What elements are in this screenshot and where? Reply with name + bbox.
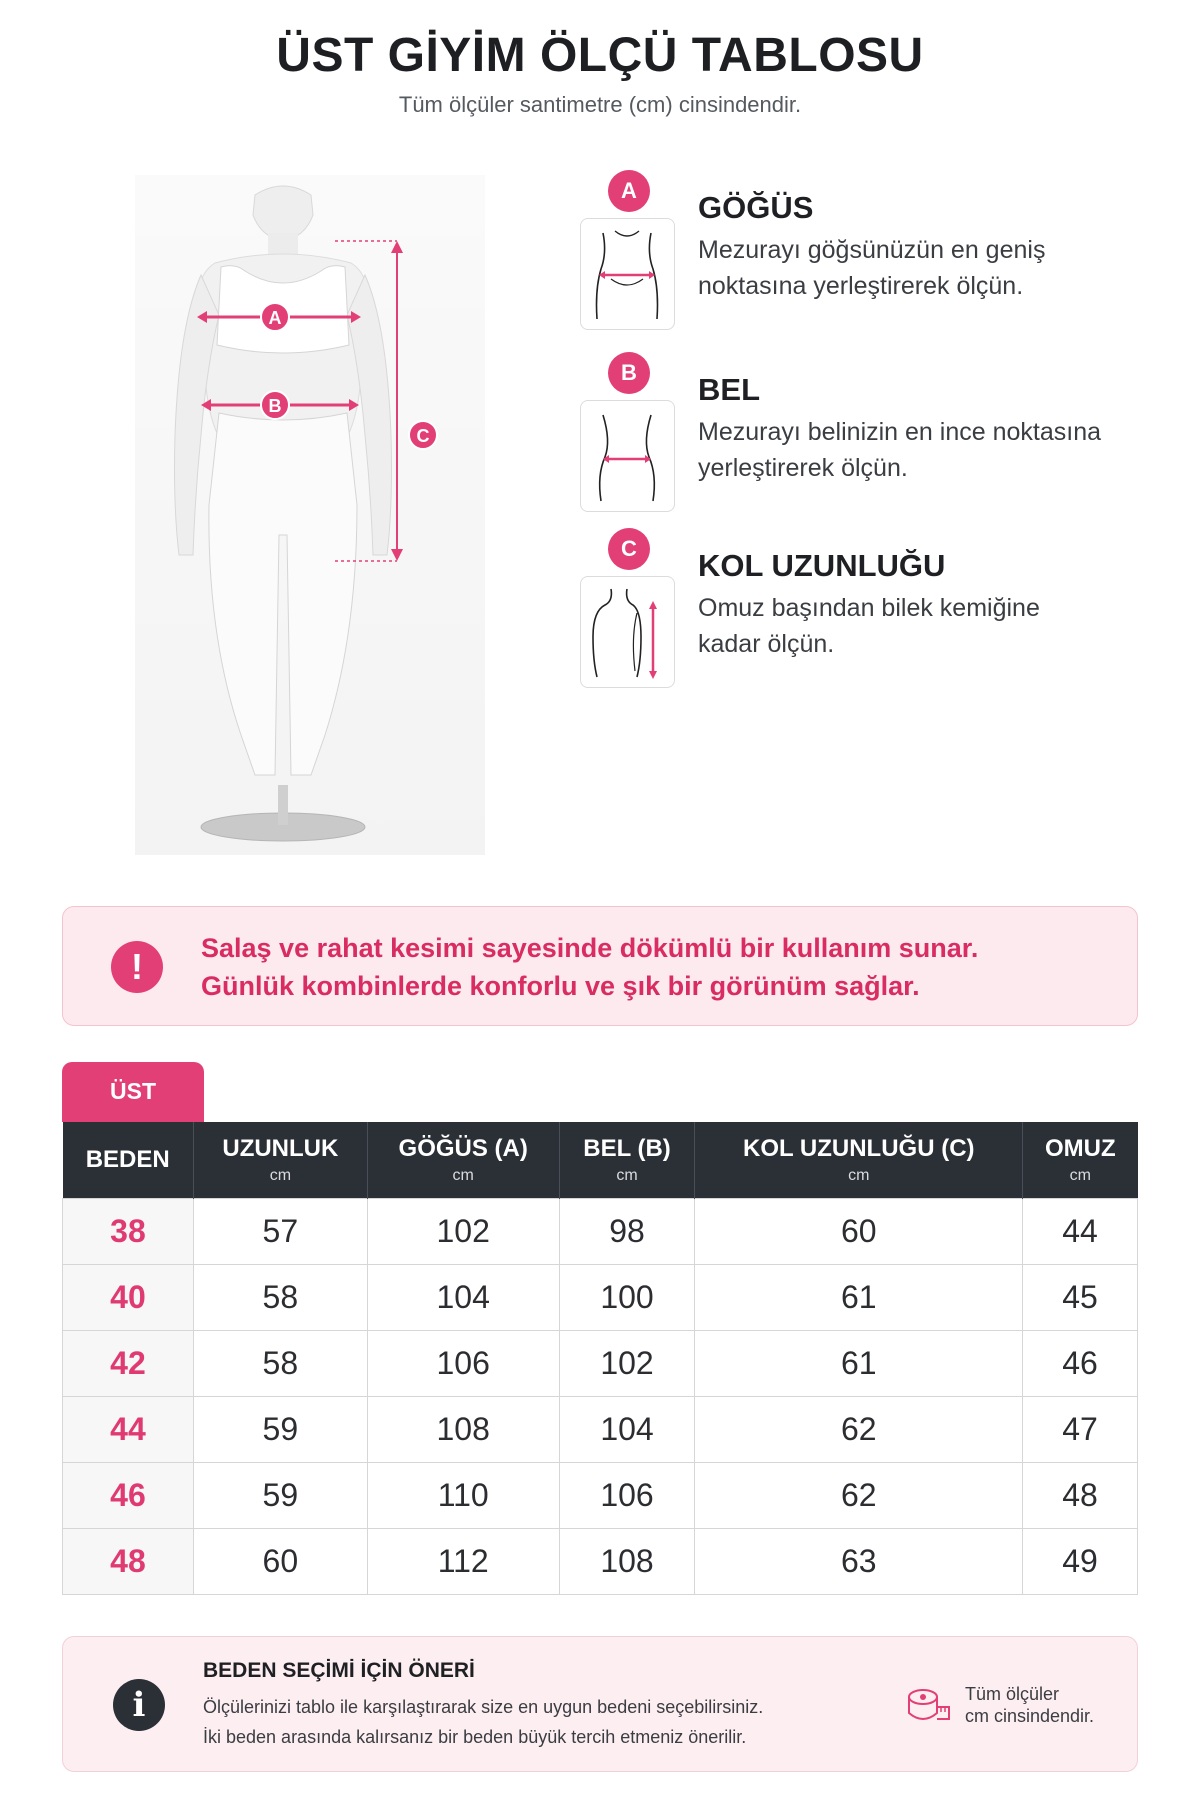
table-row [63,1462,1138,1528]
column-unit: cm [616,1166,638,1184]
size-cell: 48 [63,1528,194,1594]
marker-a-label: A [268,308,282,328]
size-tip-box [62,1636,1138,1772]
instruction-line: Omuz başından bilek kemiğine [698,594,1040,622]
column-header-label: GÖĞÜS (A) [398,1134,528,1162]
column-header [367,1122,559,1198]
instruction-line: Mezurayı belinizin en ince noktasına [698,418,1102,446]
column-unit: cm [1069,1166,1091,1184]
instruction-line: Mezurayı göğsünüzün en geniş [698,236,1046,264]
table-cell: 49 [1023,1528,1138,1594]
tip-side-note [965,1683,1125,1727]
page-subtitle: Tüm ölçüler santimetre (cm) cinsindendir. [398,92,802,117]
marker-a [261,303,289,331]
table-row [63,1330,1138,1396]
instruction-title: GÖĞÜS [698,190,814,225]
table-cell: 98 [559,1198,695,1264]
instruction-line: kadar ölçün. [698,630,835,658]
table-row [63,1528,1138,1594]
column-header-label: UZUNLUK [222,1134,339,1162]
marker-c [409,421,437,449]
table-cell: 61 [695,1330,1023,1396]
size-table [62,1122,1138,1595]
tip-title: BEDEN SEÇİMİ İÇİN ÖNERİ [203,1659,475,1682]
table-cell: 61 [695,1264,1023,1330]
table-cell: 104 [367,1264,559,1330]
size-cell: 40 [63,1264,194,1330]
table-cell: 102 [559,1330,695,1396]
column-header-label: BEL (B) [583,1134,671,1162]
table-cell: 47 [1023,1396,1138,1462]
info-icon: i [113,1679,165,1731]
instruction-waist [578,352,1198,517]
marker-b-label: B [268,396,282,416]
table-cell: 62 [695,1462,1023,1528]
table-cell: 58 [193,1330,367,1396]
table-header-row [63,1122,1138,1198]
mannequin-figure [135,175,485,855]
table-cell: 58 [193,1264,367,1330]
mannequin-illustration [135,175,485,855]
instruction-title: BEL [698,372,760,407]
fit-note-line: Günlük kombinlerde konforlu ve şık bir görünüm sağlar. [201,971,920,1001]
table-row [63,1264,1138,1330]
waist-measure-icon [580,400,675,512]
size-cell: 46 [63,1462,194,1528]
column-unit: cm [452,1166,474,1184]
column-unit: cm [269,1166,292,1184]
table-cell: 46 [1023,1330,1138,1396]
table-cell: 57 [193,1198,367,1264]
column-header [695,1122,1023,1198]
marker-c-label: C [416,426,430,446]
instruction-text [698,414,1178,486]
table-cell: 108 [559,1528,695,1594]
table-row [63,1198,1138,1264]
table-cell: 60 [193,1528,367,1594]
fit-note-box [62,906,1138,1026]
table-cell: 44 [1023,1198,1138,1264]
instruction-line: noktasına yerleştirerek ölçün. [698,272,1024,300]
table-cell: 106 [367,1330,559,1396]
tip-side-line: Tüm ölçüler [965,1684,1060,1704]
column-header-label: BEDEN [85,1145,170,1173]
column-header [63,1122,194,1198]
size-cell: 38 [63,1198,194,1264]
column-unit: cm [848,1166,870,1184]
table-cell: 59 [193,1462,367,1528]
table-cell: 62 [695,1396,1023,1462]
table-cell: 45 [1023,1264,1138,1330]
tip-text: Ölçülerinizi tablo ile karşılaştırarak size en uygun bedeni seçebilirsiniz. [203,1697,764,1717]
exclamation-icon: ! [111,941,163,993]
page-title: ÜST GİYİM ÖLÇÜ TABLOSU [276,29,924,82]
tab-ust[interactable]: ÜST [62,1062,204,1122]
table-cell: 112 [367,1528,559,1594]
marker-b [261,391,289,419]
instruction-sleeve [578,528,1198,693]
table-cell: 59 [193,1396,367,1462]
size-cell: 44 [63,1396,194,1462]
badge-a: A [608,170,650,212]
measuring-tape-icon [905,1685,951,1725]
table-row [63,1396,1138,1462]
tip-side-line: cm cinsindendir. [965,1706,1095,1726]
column-header [193,1122,367,1198]
table-cell: 106 [559,1462,695,1528]
chest-measure-icon [580,218,675,330]
instruction-text [698,590,1178,662]
table-cell: 104 [559,1396,695,1462]
table-cell: 48 [1023,1462,1138,1528]
table-cell: 102 [367,1198,559,1264]
size-cell: 42 [63,1330,194,1396]
instruction-title: KOL UZUNLUĞU [698,548,946,583]
fit-note-line: Salaş ve rahat kesimi sayesinde dökümlü bir kullanım sunar. [201,933,979,963]
table-cell: 63 [695,1528,1023,1594]
badge-c: C [608,528,650,570]
sleeve-measure-icon [580,576,675,688]
column-header-label: OMUZ [1044,1134,1116,1162]
instruction-text [698,232,1178,304]
table-cell: 108 [367,1396,559,1462]
column-header [559,1122,695,1198]
tip-text: İki beden arasında kalırsanız bir beden büyük tercih etmeniz önerilir. [203,1727,747,1747]
column-header [1023,1122,1138,1198]
table-cell: 100 [559,1264,695,1330]
table-cell: 60 [695,1198,1023,1264]
table-cell: 110 [367,1462,559,1528]
column-header-label: KOL UZUNLUĞU (C) [742,1134,975,1162]
instruction-chest [578,170,1198,335]
instruction-line: yerleştirerek ölçün. [698,454,908,482]
badge-b: B [608,352,650,394]
